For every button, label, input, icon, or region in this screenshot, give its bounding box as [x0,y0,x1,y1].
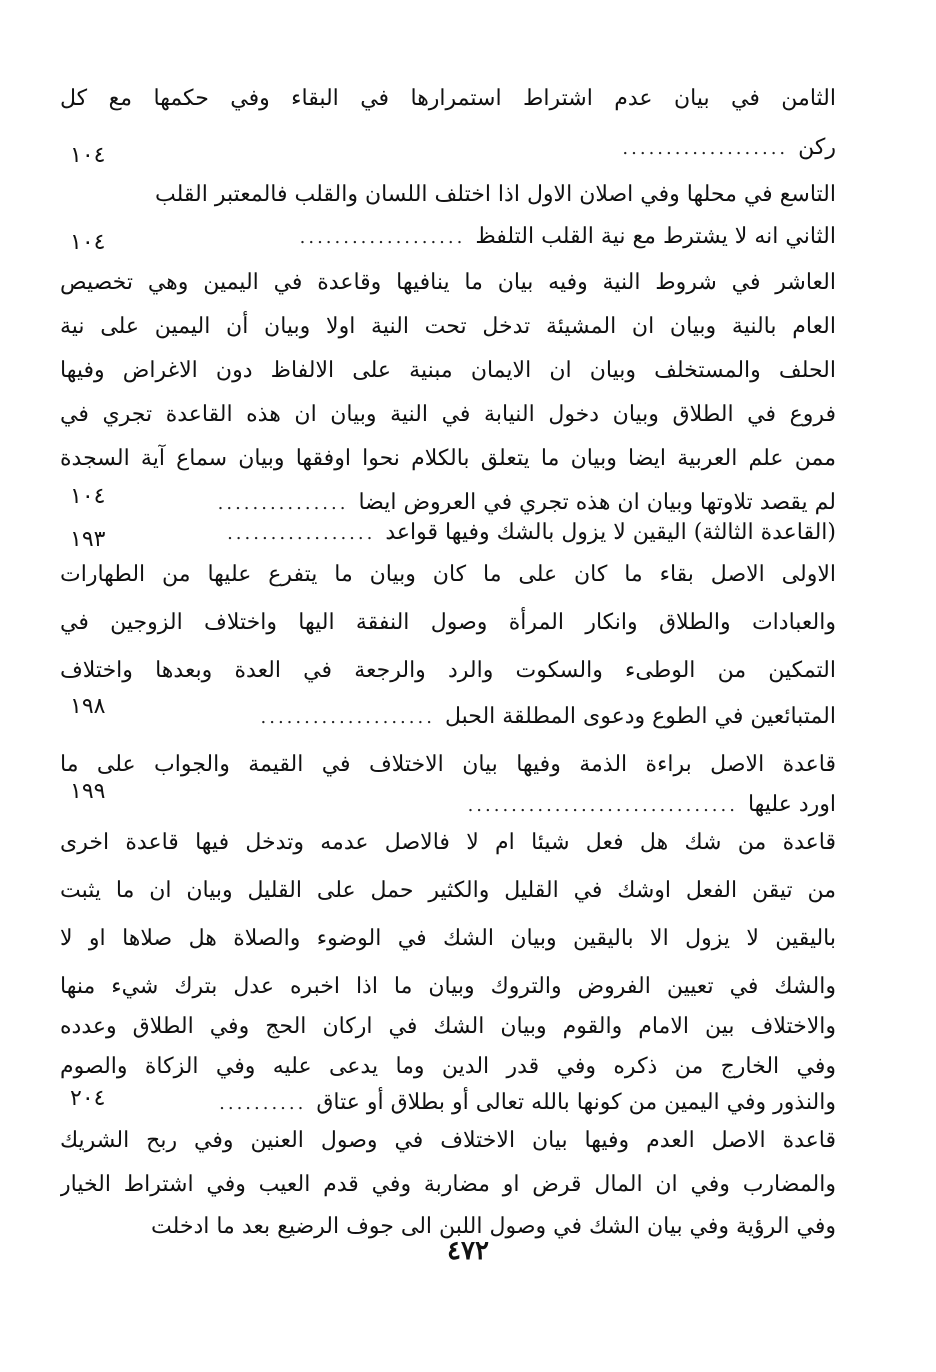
index-entry-line [60,1120,836,1162]
index-entry-line [60,512,836,554]
leader-dots: ................. [227,522,376,544]
leader-dots: ............................... [467,794,738,816]
entry-text: والعبادات والطلاق وانكار المرأة وصول النفقة اليها واختلاف الزوجين في [60,610,836,635]
entry-text: اورد عليها [747,792,836,817]
index-entry-line [60,262,836,304]
index-entry-line [60,1006,836,1048]
entry-text: الحلف والمستخلف وبيان ان الايمان مبنية على الالفاظ دون الاغراض وفيها [60,358,836,383]
index-entry-line [60,350,836,392]
index-entry-line [60,438,836,480]
entry-page-number: ١٠٤ [70,143,106,168]
index-entry-line [60,1082,836,1124]
index-entry-line [60,650,836,692]
entry-page-number: ١٩٣ [70,527,106,552]
leader-dots: ................... [622,137,789,159]
index-entry-line [60,78,836,120]
index-entry-line [60,394,836,436]
index-entry-line [60,966,836,1008]
index-entry-line [60,216,836,258]
index-entry-line [60,306,836,348]
entry-text: الثامن في بيان عدم اشتراط استمرارها في البقاء وفي حكمها مع كل [60,86,836,111]
entry-text: قاعدة الاصل العدم وفيها بيان الاختلاف في وصول العنين وفي ربح الشريك [60,1128,836,1153]
index-entry-line [60,822,836,864]
entry-text: التاسع في محلها وفي اصلان الاول اذا اختلف اللسان والقلب فالمعتبر القلب [155,182,836,207]
entry-page-number: ١٠٤ [70,230,106,255]
entry-text: (القاعدة الثالثة) اليقين لا يزول بالشك وفيها قواعد [385,520,836,545]
leader-dots: .......... [219,1092,307,1114]
index-entry-line [60,696,836,738]
leader-dots: .................... [260,706,435,728]
index-entry-line [60,1164,836,1206]
entry-text: قاعدة من شك هل فعل شيئا ام لا فالاصل عدمه وتدخل فيها قاعدة اخرى [60,830,836,855]
entry-page-number: ٢٠٤ [70,1086,106,1111]
index-entry-line [60,554,836,596]
entry-page-number: ١٠٤ [70,484,106,509]
entry-text: الاولى الاصل بقاء ما كان على ما كان وبيان ما يتفرع عليها من الطهارات [60,562,836,587]
entry-text: والنذور وفي اليمين من كونها بالله تعالى أو بطلاق أو عتاق [316,1090,836,1115]
entry-text: ممن علم العربية ايضا وبيان ما يتعلق بالكلام نحوا اوفقها وبيان سماع آية السجدة [60,446,836,471]
entry-text: فروع في الطلاق وبيان دخول النيابة في النية وبيان ان هذه القاعدة تجري في [60,402,836,427]
entry-text: قاعدة الاصل براءة الذمة وفيها بيان الاختلاف في القيمة والجواب على ما [60,752,836,777]
entry-text: وفي الرؤية وفي بيان الشك في وصول اللبن الى جوف الرضيع بعد ما ادخلت [150,1214,836,1239]
leader-dots: ............... [217,492,349,514]
entry-page-number: ١٩٩ [70,779,106,804]
index-entry-line [60,918,836,960]
entry-text: ركن [798,135,836,160]
leader-dots: ................... [299,226,466,248]
index-entry-line [60,744,836,786]
index-entry-line [60,127,836,169]
index-entry-line [60,174,836,216]
entry-text: الثاني انه لا يشترط مع نية القلب التلفظ [475,224,836,249]
entry-text: التمكين من الوطىء والسكوت والرد والرجعة في العدة وبعدها واختلاف [60,658,836,683]
entry-text: باليقين لا يزول الا باليقين وبيان الشك في الوضوء والصلاة هل صلاها او لا [60,926,836,951]
entry-text: والمضارب وفي ان المال قرض او مضاربة وفي قدم العيب وفي اشتراط الخيار [60,1172,836,1197]
entry-text: والشك في تعيين الفروض والتروك وبيان ما اذا اخبره عدل بترك شيء منها [60,974,836,999]
entry-page-number: ١٩٨ [70,694,106,719]
entry-text: العاشر في شروط النية وفيه بيان ما ينافيها وقاعدة في اليمين وهي تخصيص [60,270,836,295]
entry-text: والاختلاف بين الامام والقوم وبيان الشك في اركان الحج وفي الطلاق وعدده [60,1014,836,1039]
page-number: ٤٧٢ [447,1236,489,1266]
entry-text: العام بالنية وبيان ان المشيئة تدخل تحت النية اولا وبيان أن اليمين على نية [60,314,836,339]
entry-text: لم يقصد تلاوتها وبيان ان هذه تجري في العروض ايضا [358,490,836,515]
index-entry-line [60,870,836,912]
index-entry-line [60,784,836,826]
index-entry-line [60,602,836,644]
entry-text: وفي الخارج من ذكره وفي قدر الدين وما يدعى عليه وفي الزكاة والصوم [60,1054,836,1079]
entry-text: المتبائعين في الطوع ودعوى المطلقة الحبل [444,704,836,729]
entry-text: من تيقن الفعل اوشك في القليل والكثير حمل على القليل وبيان ان ما يثبت [60,878,836,903]
